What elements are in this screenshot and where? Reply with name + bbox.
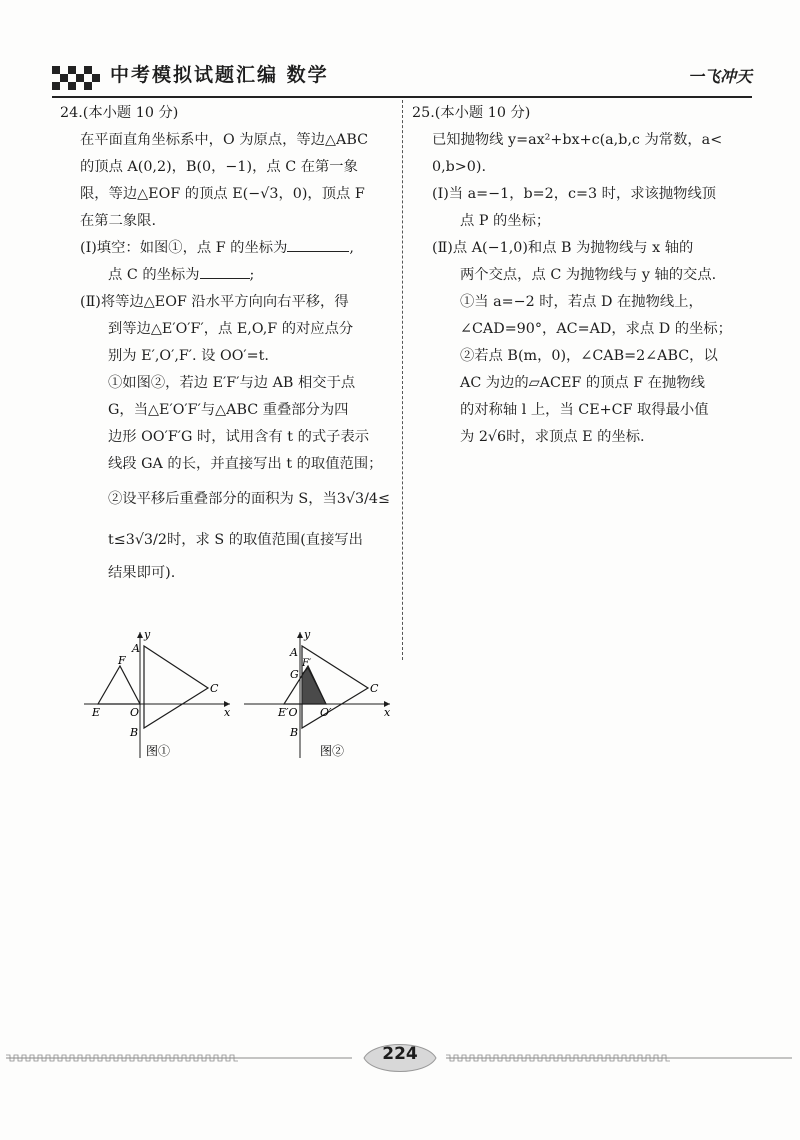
page-header — [52, 58, 752, 98]
column-divider — [402, 100, 403, 660]
slogan: 一飞冲天 — [687, 67, 752, 86]
part-2: (Ⅱ)点 A(−1,0)和点 B 为抛物线与 x 轴的 — [432, 240, 694, 256]
problem-25 — [412, 100, 757, 451]
label-O-prime: O′ — [320, 706, 332, 719]
part-1-c-text: 点 C 的坐标为 — [108, 267, 200, 283]
figure-1 — [84, 628, 234, 768]
part-1: (Ⅰ)填空：如图①，点 F 的坐标为 , — [60, 235, 400, 262]
figure-2-caption: 图② — [320, 744, 345, 758]
page-footer — [0, 1036, 800, 1096]
text-line: ①如图②，若边 E′F′与边 AB 相交于点 — [108, 375, 356, 391]
text-line: 线段 GA 的长，并直接写出 t 的取值范围； — [108, 456, 383, 472]
text-line: 在第二象限. — [80, 213, 157, 229]
decorative-border-right — [446, 1054, 792, 1062]
label-A: A — [290, 646, 298, 659]
text-line: G，当△E′O′F′与△ABC 重叠部分为四 — [108, 402, 349, 418]
text-line: 到等边△E′O′F′，点 E,O,F 的对应点分 — [108, 321, 354, 337]
label-y: y — [304, 628, 311, 641]
text-line: t≤3√3/2时，求 S 的取值范围(直接写出 — [108, 532, 363, 548]
text-line: 点 P 的坐标； — [460, 213, 551, 229]
label-B: B — [130, 726, 139, 739]
text-line: ∠CAD=90°，AC=AD，求点 D 的坐标； — [460, 321, 732, 337]
figure-2 — [240, 628, 400, 768]
label-C: C — [370, 682, 379, 695]
text-line: 的对称轴 l 上，当 CE+CF 取得最小值 — [460, 402, 709, 418]
label-E: E — [92, 706, 101, 719]
part-1-text: (Ⅰ)填空：如图①，点 F 的坐标为 — [80, 240, 288, 256]
text-line: 限，等边△EOF 的顶点 E(−√3，0)，顶点 F — [80, 186, 365, 202]
label-G: G — [290, 668, 299, 681]
problem-heading: 24.(本小题 10 分) — [60, 105, 179, 121]
label-x: x — [384, 706, 391, 719]
checker-logo-icon — [52, 66, 100, 90]
label-F-prime: F′ — [302, 658, 312, 669]
part-1: (Ⅰ)当 a=−1，b=2，c=3 时，求该抛物线顶 — [432, 186, 717, 202]
answer-blank — [200, 264, 250, 279]
part-1-cont: 点 C 的坐标为 ; — [60, 262, 400, 289]
text-line: AC 为边的▱ACEF 的顶点 F 在抛物线 — [460, 375, 705, 391]
problem-24 — [60, 100, 400, 587]
text-line: 的顶点 A(0,2)，B(0，−1)，点 C 在第一象 — [80, 159, 358, 175]
label-O: O — [130, 706, 140, 719]
text-line: 为 2√6时，求顶点 E 的坐标. — [460, 429, 645, 445]
text-line: 0,b>0). — [432, 159, 486, 175]
text-line: 两个交点，点 C 为抛物线与 y 轴的交点. — [460, 267, 717, 283]
book-title: 中考模拟试题汇编 数学 — [110, 64, 329, 86]
decorative-border-left — [6, 1054, 352, 1062]
header-divider — [52, 96, 752, 98]
figure-1-caption: 图① — [146, 744, 171, 758]
label-x: x — [224, 706, 231, 719]
answer-blank — [287, 237, 349, 252]
label-y: y — [144, 628, 151, 641]
text-line: 在平面直角坐标系中，O 为原点，等边△ABC — [80, 132, 369, 148]
text-line: ②设平移后重叠部分的面积为 S，当3√3/4≤ — [108, 491, 390, 507]
text-line: ②若点 B(m，0)，∠CAB=2∠ABC，以 — [460, 348, 718, 364]
text-line: 边形 OO′F′G 时，试用含有 t 的式子表示 — [108, 429, 370, 445]
label-F: F — [118, 654, 126, 667]
text-line: 结果即可). — [108, 565, 176, 581]
label-B: B — [290, 726, 299, 739]
label-C: C — [210, 682, 219, 695]
text-line: 别为 E′,O′,F′. 设 OO′=t. — [108, 348, 269, 364]
problem-heading: 25.(本小题 10 分) — [412, 105, 531, 121]
part-2: (Ⅱ)将等边△EOF 沿水平方向向右平移，得 — [80, 294, 349, 310]
text-line: 已知抛物线 y=ax²+bx+c(a,b,c 为常数，a< — [432, 132, 723, 148]
label-E-prime-O: E′O — [278, 706, 298, 719]
text-line: ①当 a=−2 时，若点 D 在抛物线上， — [460, 294, 703, 310]
page-number: 224 — [382, 1044, 418, 1064]
label-A: A — [132, 642, 140, 655]
